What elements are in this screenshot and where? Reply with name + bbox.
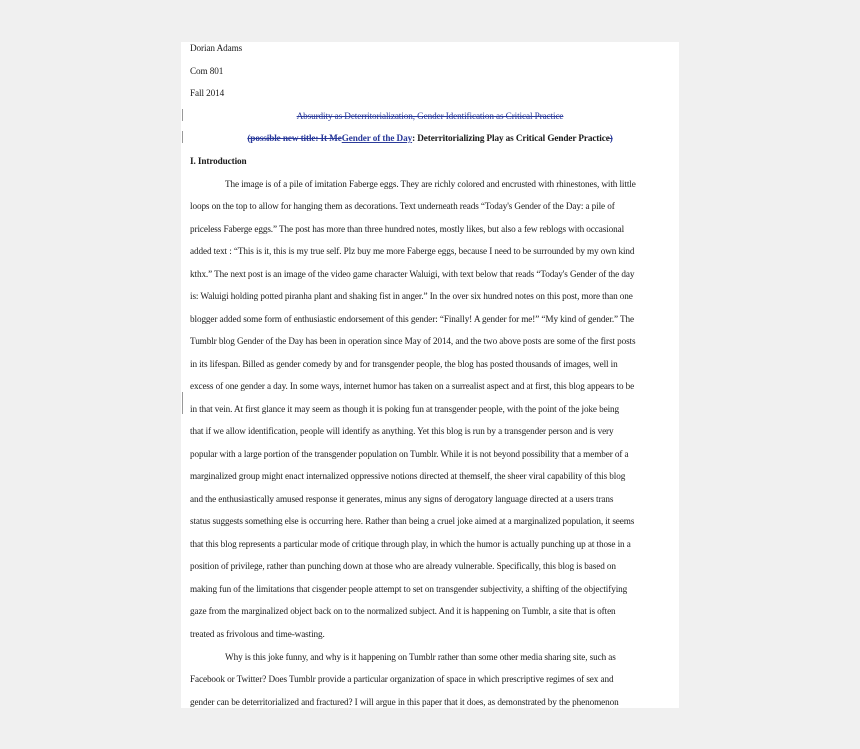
author-name: Dorian Adams [190,43,243,53]
body-line: gaze from the marginalized object back on to the normalized subject. And it is happening on Tumblr, a site that is often [190,606,616,616]
document-page [181,42,679,708]
change-bar [182,392,183,414]
body-line: blogger added some form of enthusiastic endorsement of this gender: “Finally! A gender for me!” “My kind of gender.” The [190,314,635,324]
body-line: in that vein. At first glance it may seem as though it is poking fun at transgender people, with the point of the joke being [190,404,620,414]
body-line: The image is of a pile of imitation Faberge eggs. They are richly colored and encrusted with rhinestones, with little [225,179,636,189]
body-line: Tumblr blog Gender of the Day has been in operation since May of 2014, and the two above posts are some of the first posts [190,336,636,346]
title-close-paren: ) [609,133,613,143]
title-inserted-fragment: Gender of the Day [341,133,413,143]
body-line: loops on the top to allow for hanging them as decorations. Text underneath reads “Today's Gender of the Day: a pile of [190,201,615,211]
body-line: priceless Faberge eggs.” The post has more than three hundred notes, mostly likes, but also a few reblogs with occasional [190,224,625,234]
body-line: marginalized group might enact internalized oppressive notions directed at themself, the sheer viral capability of this blog [190,471,626,481]
body-line: position of privilege, rather than punching down at those who are already vulnerable. Specifically, this blog is based on [190,561,616,571]
section-heading: I. Introduction [190,156,247,166]
title-revised [181,132,679,144]
body-line: added text : “This is it, this is my true self. Plz buy me more Faberge eggs, because I need to be surrounded by my own kind [190,246,635,256]
course-number: Com 801 [190,66,224,76]
body-line: is: Waluigi holding potted piranha plant and shaking fist in anger.” In the over six hundred notes on this post, more than one [190,291,633,301]
deleted-title-text: Absurdity as Deterritorialization, Gender Identification as Critical Practice [296,111,564,121]
body-line: and the enthusiastically amused response it generates, minus any signs of derogatory language directed at a users trans [190,494,614,504]
title-deleted-fragment: (possible new title: It Me [247,133,342,143]
body-line: Facebook or Twitter? Does Tumblr provide a particular organization of space in which prescriptive regimes of sex and [190,674,614,684]
body-line: treated as frivolous and time-wasting. [190,629,325,639]
title-deleted [181,110,679,122]
body-line: excess of one gender a day. In some ways, internet humor has taken on a surrealist aspect and at first, this blog appears to be [190,381,635,391]
term: Fall 2014 [190,88,225,98]
body-line: gender can be deterritorialized and fractured? I will argue in this paper that it does, as demonstrated by the phenomenon [190,697,619,707]
body-line: kthx.” The next post is an image of the video game character Waluigi, with text below that reads “Today's Gender of the day [190,269,635,279]
body-line: that if we allow identification, people will identify as anything. Yet this blog is run by a transgender person and is very [190,426,614,436]
body-line: popular with a large portion of the transgender population on Tumblr. While it is not beyond possibility that a member of a [190,449,629,459]
body-line: that this blog represents a particular mode of critique through play, in which the humor is actually punching up at those in a [190,539,631,549]
body-line: making fun of the limitations that cisgender people attempt to set on transgender subjectivity, a shifting of the objectifying [190,584,628,594]
title-rest: : Deterritorializing Play as Critical Gender Practice [412,133,610,143]
body-line: in its lifespan. Billed as gender comedy by and for transgender people, the blog has posted thousands of images, well in [190,359,618,369]
body-line: Why is this joke funny, and why is it happening on Tumblr rather than some other media sharing site, such as [225,652,616,662]
body-line: status suggests something else is occurring here. Rather than being a cruel joke aimed at a marginalized population, it seems [190,516,635,526]
